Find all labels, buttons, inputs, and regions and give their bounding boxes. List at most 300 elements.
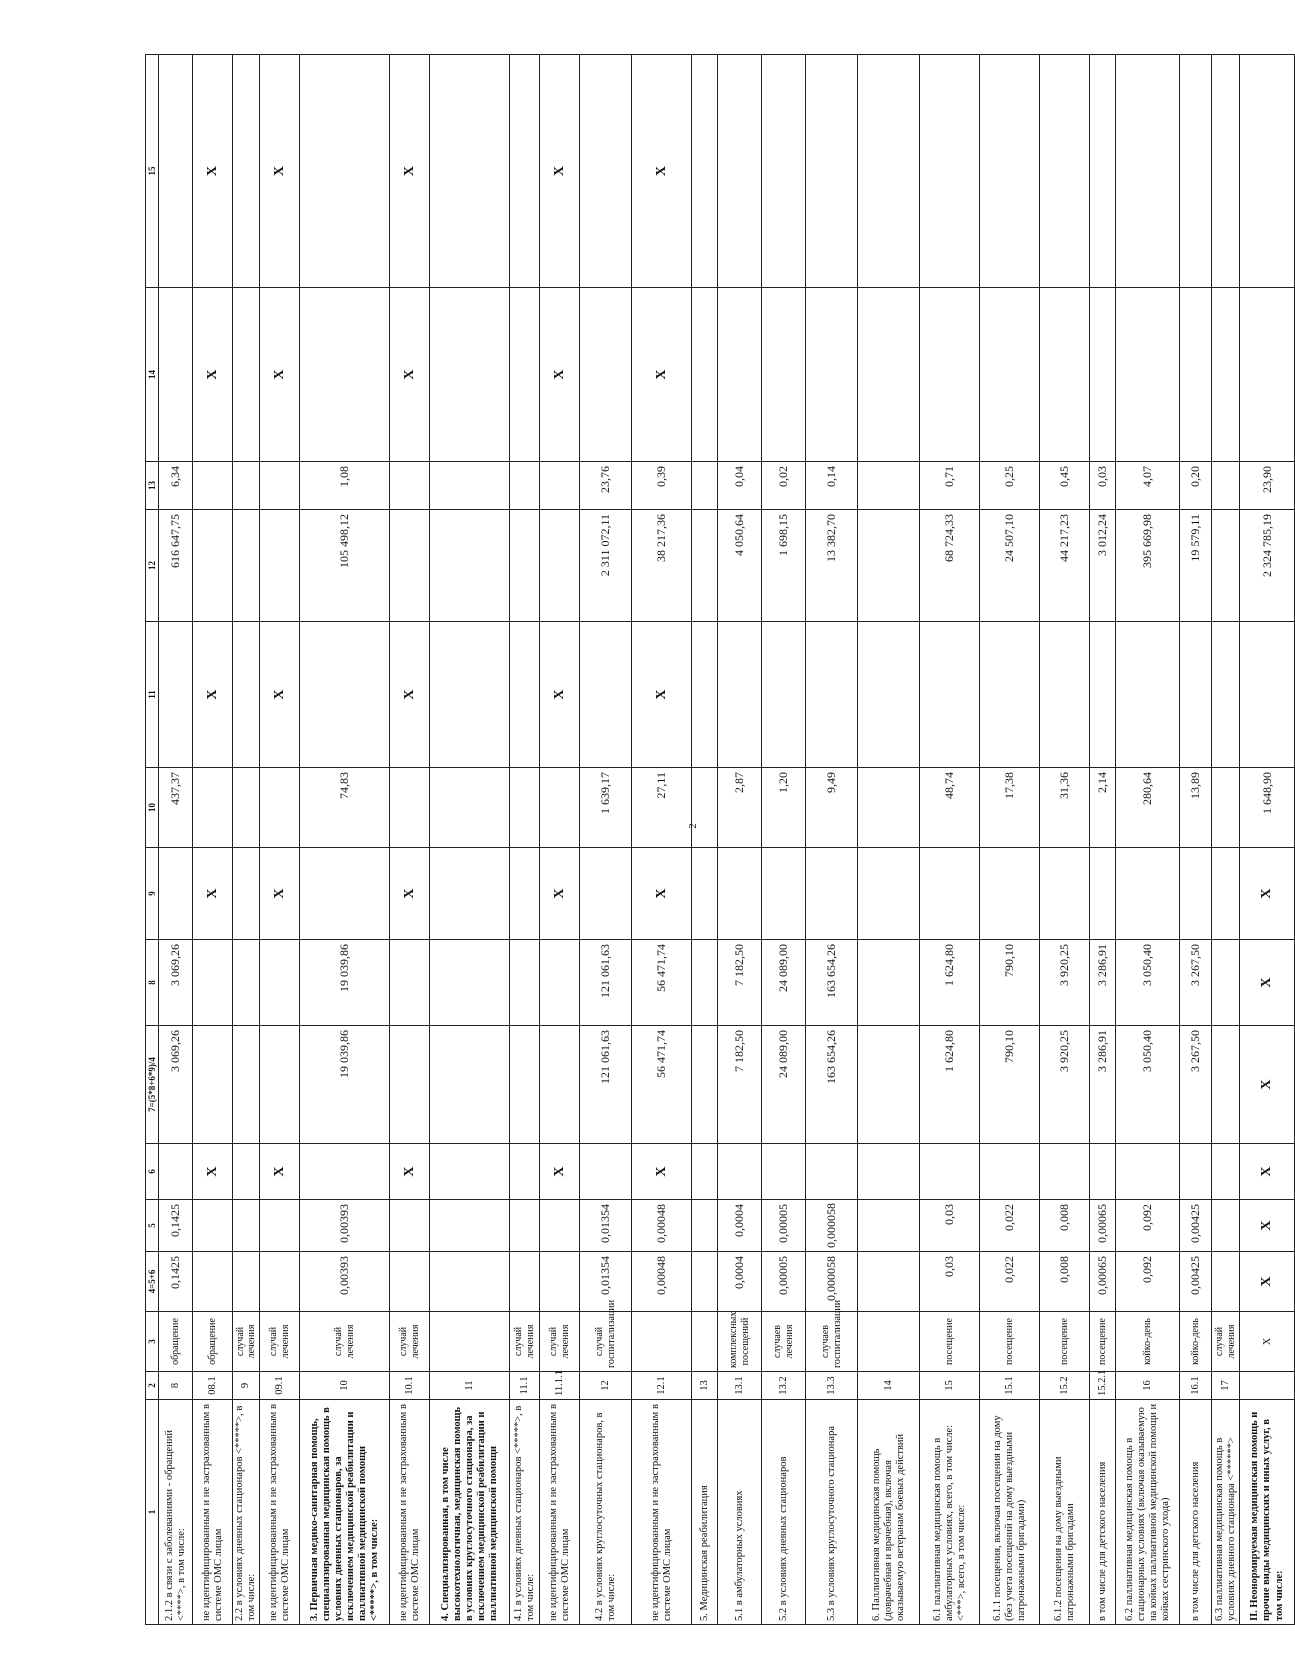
table-row — [540, 55, 580, 1625]
value-cell: 24 507,10 — [980, 510, 1040, 622]
value-cell — [1212, 622, 1240, 768]
table-row — [260, 55, 300, 1625]
value-cell — [858, 55, 920, 288]
value-cell — [1090, 1144, 1116, 1200]
value-cell — [1212, 510, 1240, 622]
value-cell — [1116, 622, 1180, 768]
value-cell — [510, 55, 540, 288]
value-cell: 3 069,26 — [159, 1026, 193, 1144]
value-cell: 0,008 — [1040, 1200, 1090, 1252]
value-cell — [980, 288, 1040, 462]
value-cell: 2 311 072,11 — [580, 510, 632, 622]
value-cell — [1212, 1252, 1240, 1312]
value-cell: 3 920,25 — [1040, 1026, 1090, 1144]
value-cell — [920, 288, 980, 462]
not-applicable-cell: X — [632, 622, 692, 768]
value-cell — [1116, 848, 1180, 940]
value-cell — [920, 55, 980, 288]
value-cell — [159, 55, 193, 288]
value-cell — [806, 55, 858, 288]
not-applicable-cell: X — [632, 848, 692, 940]
header-cell: 1 — [146, 1400, 159, 1625]
table-row — [692, 55, 718, 1625]
value-cell: 0,20 — [1180, 462, 1212, 510]
value-cell — [540, 510, 580, 622]
value-cell: 0,1425 — [159, 1252, 193, 1312]
value-cell — [510, 510, 540, 622]
row-code: 15.1 — [980, 1372, 1040, 1400]
value-cell: 0,00005 — [762, 1200, 806, 1252]
header-cell: 4=5+6 — [146, 1252, 159, 1312]
table-row — [1090, 55, 1116, 1625]
value-cell — [1240, 55, 1295, 288]
value-cell — [580, 622, 632, 768]
unit-cell: случаев госпитализации — [806, 1312, 858, 1372]
value-cell: 790,10 — [980, 940, 1040, 1026]
value-cell — [510, 1252, 540, 1312]
row-code: 09.1 — [260, 1372, 300, 1400]
value-cell — [233, 1252, 260, 1312]
unit-cell: X — [1240, 1312, 1295, 1372]
value-cell: 7 182,50 — [718, 940, 762, 1026]
value-cell: 44 217,23 — [1040, 510, 1090, 622]
value-cell: 1,08 — [300, 462, 390, 510]
value-cell — [920, 1144, 980, 1200]
not-applicable-cell: X — [390, 848, 430, 940]
value-cell — [233, 940, 260, 1026]
unit-cell: посещение — [920, 1312, 980, 1372]
value-cell — [260, 940, 300, 1026]
row-code — [1240, 1372, 1295, 1400]
not-applicable-cell: X — [1240, 1252, 1295, 1312]
header-cell: 7=(5*8+6*9)/4 — [146, 1026, 159, 1144]
unit-cell: обращение — [193, 1312, 233, 1372]
value-cell: 0,000058 — [806, 1252, 858, 1312]
value-cell — [510, 1144, 540, 1200]
value-cell: 437,37 — [159, 768, 193, 848]
value-cell — [260, 1252, 300, 1312]
header-cell: 3 — [146, 1312, 159, 1372]
value-cell: 31,36 — [1040, 768, 1090, 848]
value-cell — [692, 462, 718, 510]
value-cell: 0,000058 — [806, 1200, 858, 1252]
table-row — [762, 55, 806, 1625]
value-cell — [858, 848, 920, 940]
value-cell: 0,45 — [1040, 462, 1090, 510]
row-label: 6.1 паллиативная медицинская помощь в амбулаторных условиях, всего, в том числе: <***>, всего, в том числе: — [920, 1400, 980, 1625]
value-cell: 2 324 785,19 — [1240, 510, 1295, 622]
value-cell — [858, 1200, 920, 1252]
value-cell — [1090, 848, 1116, 940]
value-cell — [159, 1144, 193, 1200]
value-cell: 0,00048 — [632, 1200, 692, 1252]
header-cell: 15 — [146, 55, 159, 288]
value-cell: 0,00393 — [300, 1200, 390, 1252]
row-code: 15.2.1 — [1090, 1372, 1116, 1400]
value-cell: 0,00425 — [1180, 1200, 1212, 1252]
value-cell — [540, 462, 580, 510]
value-cell — [692, 288, 718, 462]
row-code: 15 — [920, 1372, 980, 1400]
value-cell — [510, 848, 540, 940]
row-label: 6. Паллиативная медицинская помощь (доврачебная и врачебная), включая оказываемую ветеранам боевых действий — [858, 1400, 920, 1625]
unit-cell: посещение — [1090, 1312, 1116, 1372]
value-cell: 4 050,64 — [718, 510, 762, 622]
value-cell: 0,25 — [980, 462, 1040, 510]
value-cell — [233, 55, 260, 288]
value-cell — [692, 622, 718, 768]
row-code: 13.3 — [806, 1372, 858, 1400]
value-cell — [806, 1144, 858, 1200]
value-cell — [718, 622, 762, 768]
row-label: 5. Медицинская реабилитация — [692, 1400, 718, 1625]
row-code: 11.1 — [510, 1372, 540, 1400]
not-applicable-cell: X — [1240, 940, 1295, 1026]
value-cell — [510, 288, 540, 462]
row-label: 3. Первичная медико-санитарная помощь, специализированная медицинская помощь в условиях дневных стационаров, за исключением медицинской реабилитации и паллиативной медицинской помощи <*****>, в том числе: — [300, 1400, 390, 1625]
value-cell: 3 012,24 — [1090, 510, 1116, 622]
header-cell: 12 — [146, 510, 159, 622]
value-cell — [1240, 288, 1295, 462]
value-cell: 616 647,75 — [159, 510, 193, 622]
value-cell — [430, 1252, 510, 1312]
value-cell — [300, 848, 390, 940]
value-cell — [1212, 1200, 1240, 1252]
value-cell — [806, 622, 858, 768]
value-cell — [806, 288, 858, 462]
row-code: 13 — [692, 1372, 718, 1400]
value-cell — [692, 940, 718, 1026]
value-cell — [390, 768, 430, 848]
value-cell: 0,71 — [920, 462, 980, 510]
value-cell: 0,03 — [920, 1200, 980, 1252]
value-cell: 3 267,50 — [1180, 1026, 1212, 1144]
not-applicable-cell: X — [540, 622, 580, 768]
value-cell — [718, 1144, 762, 1200]
value-cell — [233, 288, 260, 462]
value-cell — [193, 768, 233, 848]
value-cell: 0,00065 — [1090, 1200, 1116, 1252]
value-cell — [390, 1026, 430, 1144]
value-cell: 4,07 — [1116, 462, 1180, 510]
value-cell: 2,14 — [1090, 768, 1116, 848]
value-cell — [233, 510, 260, 622]
value-cell: 121 061,63 — [580, 940, 632, 1026]
unit-cell — [430, 1312, 510, 1372]
value-cell — [692, 55, 718, 288]
value-cell — [692, 1026, 718, 1144]
value-cell — [540, 940, 580, 1026]
value-cell: 121 061,63 — [580, 1026, 632, 1144]
value-cell — [692, 1252, 718, 1312]
value-cell — [540, 1026, 580, 1144]
not-applicable-cell: X — [540, 55, 580, 288]
row-code: 10.1 — [390, 1372, 430, 1400]
not-applicable-cell: X — [193, 1144, 233, 1200]
value-cell: 3 050,40 — [1116, 1026, 1180, 1144]
value-cell — [718, 848, 762, 940]
unit-cell: обращение — [159, 1312, 193, 1372]
row-label: 5.1 в амбулаторных условиях — [718, 1400, 762, 1625]
header-cell: 14 — [146, 288, 159, 462]
value-cell: 163 654,26 — [806, 940, 858, 1026]
unit-cell: случай госпитализации — [580, 1312, 632, 1372]
value-cell — [540, 768, 580, 848]
value-cell — [430, 848, 510, 940]
value-cell — [260, 510, 300, 622]
value-cell: 17,38 — [980, 768, 1040, 848]
table-row — [920, 55, 980, 1625]
value-cell — [430, 1026, 510, 1144]
value-cell: 2,87 — [718, 768, 762, 848]
not-applicable-cell: X — [632, 288, 692, 462]
value-cell — [260, 462, 300, 510]
value-cell — [806, 848, 858, 940]
table-row — [980, 55, 1040, 1625]
value-cell: 3 920,25 — [1040, 940, 1090, 1026]
value-cell — [858, 1252, 920, 1312]
value-cell — [858, 510, 920, 622]
value-cell — [193, 462, 233, 510]
value-cell: 0,00048 — [632, 1252, 692, 1312]
table-row — [1212, 55, 1240, 1625]
value-cell — [762, 288, 806, 462]
value-cell: 0,03 — [920, 1252, 980, 1312]
value-cell: 9,49 — [806, 768, 858, 848]
unit-cell: случай лечения — [300, 1312, 390, 1372]
unit-cell: случай лечения — [233, 1312, 260, 1372]
header-cell: 2 — [146, 1372, 159, 1400]
unit-cell: случай лечения — [510, 1312, 540, 1372]
value-cell — [1180, 848, 1212, 940]
table-row — [193, 55, 233, 1625]
value-cell — [510, 622, 540, 768]
not-applicable-cell: X — [260, 622, 300, 768]
value-cell — [858, 462, 920, 510]
value-cell — [762, 1144, 806, 1200]
table-row — [233, 55, 260, 1625]
value-cell: 27,11 — [632, 768, 692, 848]
value-cell — [1040, 1144, 1090, 1200]
value-cell — [260, 768, 300, 848]
row-code: 8 — [159, 1372, 193, 1400]
value-cell: 0,04 — [718, 462, 762, 510]
value-cell — [858, 1026, 920, 1144]
row-code: 10 — [300, 1372, 390, 1400]
not-applicable-cell: X — [1240, 1144, 1295, 1200]
value-cell: 0,03 — [1090, 462, 1116, 510]
value-cell: 0,02 — [762, 462, 806, 510]
value-cell — [858, 940, 920, 1026]
row-label: в том числе для детского населения — [1090, 1400, 1116, 1625]
value-cell — [718, 55, 762, 288]
row-label: 6.2 паллиативная медицинская помощь в стационарных условиях (включая оказываемую на койках паллиативной медицинской помощи и койках сестринского ухода) — [1116, 1400, 1180, 1625]
value-cell — [718, 288, 762, 462]
unit-cell — [692, 1312, 718, 1372]
value-cell — [159, 288, 193, 462]
not-applicable-cell: X — [260, 1144, 300, 1200]
value-cell — [920, 622, 980, 768]
value-cell — [580, 1144, 632, 1200]
unit-cell: комплексных посещений — [718, 1312, 762, 1372]
header-cell: 8 — [146, 940, 159, 1026]
value-cell — [510, 1200, 540, 1252]
value-cell — [300, 55, 390, 288]
value-cell: 48,74 — [920, 768, 980, 848]
row-label: 6.1.1 посещения, включая посещения на дому (без учета посещений на дому выездными патронажными бригадами) — [980, 1400, 1040, 1625]
row-code: 12.1 — [632, 1372, 692, 1400]
value-cell: 0,008 — [1040, 1252, 1090, 1312]
value-cell — [233, 622, 260, 768]
table-row — [1116, 55, 1180, 1625]
unit-cell: койко-день — [1116, 1312, 1180, 1372]
value-cell — [300, 1144, 390, 1200]
value-cell — [1212, 462, 1240, 510]
value-cell: 1,20 — [762, 768, 806, 848]
value-cell: 23,76 — [580, 462, 632, 510]
value-cell — [159, 848, 193, 940]
table-row — [430, 55, 510, 1625]
value-cell — [510, 1026, 540, 1144]
header-cell: 5 — [146, 1200, 159, 1252]
table-row — [580, 55, 632, 1625]
value-cell — [390, 940, 430, 1026]
header-cell: 10 — [146, 768, 159, 848]
table-row — [159, 55, 193, 1625]
value-cell — [390, 1252, 430, 1312]
not-applicable-cell: X — [193, 288, 233, 462]
value-cell — [858, 1144, 920, 1200]
value-cell — [193, 940, 233, 1026]
row-label: 4. Специализированная, в том числе высокотехнологичная, медицинская помощь в условиях круглосуточного стационара, за исключением медицинской реабилитации и паллиативной медицинской помощи — [430, 1400, 510, 1625]
value-cell: 3 267,50 — [1180, 940, 1212, 1026]
row-label: 2.2 в условиях дневных стационаров <*****>, в том числе: — [233, 1400, 260, 1625]
row-label: 4.2 в условиях круглосуточных стационаров, в том числе: — [580, 1400, 632, 1625]
not-applicable-cell: X — [540, 1144, 580, 1200]
value-cell — [430, 462, 510, 510]
not-applicable-cell: X — [193, 848, 233, 940]
unit-cell: случай лечения — [260, 1312, 300, 1372]
value-cell — [430, 55, 510, 288]
value-cell — [1212, 848, 1240, 940]
not-applicable-cell: X — [260, 55, 300, 288]
row-code: 08.1 — [193, 1372, 233, 1400]
unit-cell: случай лечения — [1212, 1312, 1240, 1372]
value-cell — [260, 1200, 300, 1252]
not-applicable-cell: X — [1240, 848, 1295, 940]
value-cell — [980, 1144, 1040, 1200]
row-label: не идентифицированным и не застрахованным в системе ОМС лицам — [540, 1400, 580, 1625]
value-cell — [762, 848, 806, 940]
row-label: 6.1.2 посещения на дому выездными патронажными бригадами — [1040, 1400, 1090, 1625]
row-label: II. Неонормируемая медицинская помощь и прочие виды медицинских и иных услуг, в том числе: — [1240, 1400, 1295, 1625]
unit-cell: случаев лечения — [762, 1312, 806, 1372]
value-cell — [692, 848, 718, 940]
row-code: 9 — [233, 1372, 260, 1400]
value-cell — [858, 288, 920, 462]
value-cell: 23,90 — [1240, 462, 1295, 510]
value-cell: 280,64 — [1116, 768, 1180, 848]
value-cell — [1212, 1144, 1240, 1200]
table-stage — [145, 55, 1285, 1625]
table-row — [390, 55, 430, 1625]
value-cell — [193, 1026, 233, 1144]
value-cell — [1212, 768, 1240, 848]
not-applicable-cell: X — [390, 1144, 430, 1200]
value-cell: 3 069,26 — [159, 940, 193, 1026]
value-cell: 1 639,17 — [580, 768, 632, 848]
value-cell — [1180, 1144, 1212, 1200]
not-applicable-cell: X — [193, 55, 233, 288]
header-cell: 13 — [146, 462, 159, 510]
value-cell: 24 089,00 — [762, 1026, 806, 1144]
value-cell — [580, 288, 632, 462]
value-cell — [692, 768, 718, 848]
value-cell — [430, 768, 510, 848]
value-cell — [1212, 288, 1240, 462]
value-cell: 0,0004 — [718, 1252, 762, 1312]
value-cell: 7 182,50 — [718, 1026, 762, 1144]
table-row — [1180, 55, 1212, 1625]
value-cell — [233, 1144, 260, 1200]
value-cell: 790,10 — [980, 1026, 1040, 1144]
value-cell — [300, 622, 390, 768]
value-cell: 0,1425 — [159, 1200, 193, 1252]
value-cell: 0,39 — [632, 462, 692, 510]
header-row — [146, 55, 159, 1625]
value-cell — [580, 55, 632, 288]
row-code: 16.1 — [1180, 1372, 1212, 1400]
value-cell: 0,092 — [1116, 1200, 1180, 1252]
value-cell: 1 648,90 — [1240, 768, 1295, 848]
value-cell — [1090, 622, 1116, 768]
value-cell — [1040, 55, 1090, 288]
not-applicable-cell: X — [390, 622, 430, 768]
value-cell: 0,092 — [1116, 1252, 1180, 1312]
value-cell: 56 471,74 — [632, 940, 692, 1026]
value-cell — [762, 622, 806, 768]
value-cell — [540, 1252, 580, 1312]
row-code: 17 — [1212, 1372, 1240, 1400]
value-cell: 105 498,12 — [300, 510, 390, 622]
row-label: 4.1 в условиях дневных стационаров <*****>, в том числе: — [510, 1400, 540, 1625]
value-cell: 0,14 — [806, 462, 858, 510]
unit-cell: посещение — [980, 1312, 1040, 1372]
row-code: 12 — [580, 1372, 632, 1400]
value-cell — [1040, 288, 1090, 462]
row-label: 6.3 паллиативная медицинская помощь в условиях дневного стационара <******> — [1212, 1400, 1240, 1625]
value-cell: 6,34 — [159, 462, 193, 510]
value-cell — [1116, 1144, 1180, 1200]
value-cell: 38 217,36 — [632, 510, 692, 622]
value-cell — [1040, 848, 1090, 940]
value-cell — [1180, 288, 1212, 462]
value-cell — [390, 1200, 430, 1252]
value-cell — [510, 940, 540, 1026]
value-cell — [692, 510, 718, 622]
value-cell: 3 286,91 — [1090, 1026, 1116, 1144]
value-cell: 74,83 — [300, 768, 390, 848]
value-cell: 0,01354 — [580, 1200, 632, 1252]
value-cell: 0,0004 — [718, 1200, 762, 1252]
value-cell — [159, 622, 193, 768]
table-row — [510, 55, 540, 1625]
row-code: 15.2 — [1040, 1372, 1090, 1400]
value-cell — [233, 462, 260, 510]
row-label: 5.2 в условиях дневных стационаров — [762, 1400, 806, 1625]
not-applicable-cell: X — [1240, 1026, 1295, 1144]
value-cell — [762, 55, 806, 288]
